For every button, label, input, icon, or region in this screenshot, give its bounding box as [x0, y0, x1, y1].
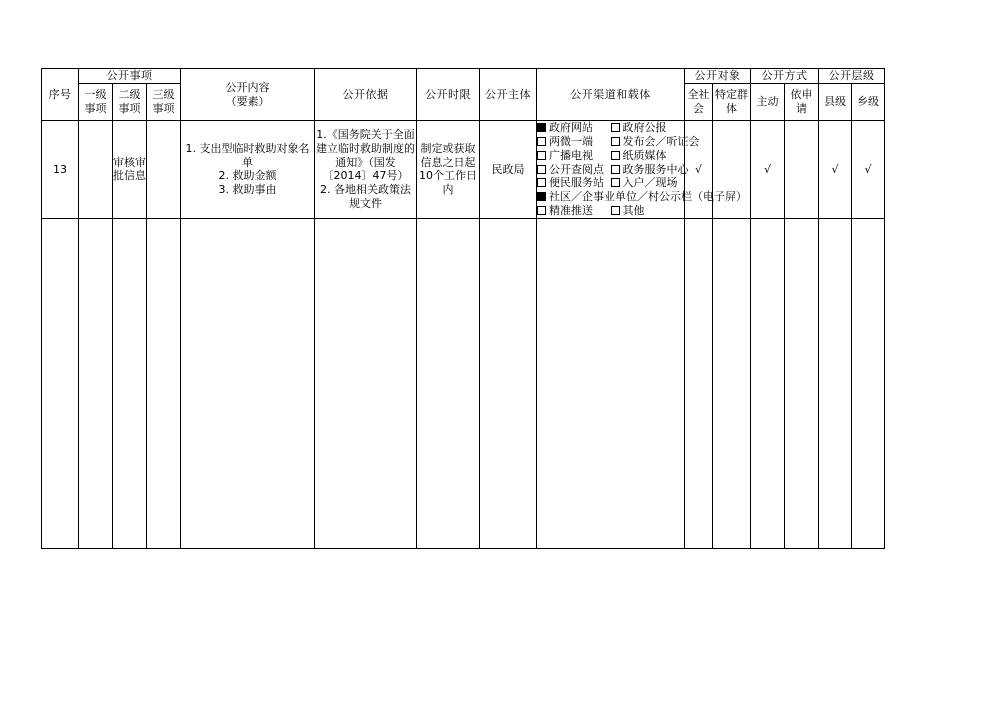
checkbox-icon[interactable] [537, 151, 546, 160]
header-way-active: 主动 [751, 83, 785, 121]
cell-seq: 13 [42, 121, 79, 218]
cell-way-request [785, 121, 819, 218]
content-line: 2. 救助金额 [218, 169, 277, 183]
channel-row [537, 204, 684, 218]
cell-basis [315, 121, 417, 218]
channel-option-broadcast-tv[interactable]: 广播电视 [537, 149, 611, 163]
channel-option-precise-push[interactable]: 精准推送 [537, 204, 611, 218]
checkbox-icon[interactable] [537, 165, 546, 174]
header-basis: 公开依据 [315, 69, 417, 121]
checkbox-icon[interactable] [611, 151, 620, 160]
channel-option-door-to-door[interactable]: 入户／现场 [611, 176, 685, 190]
cell-empty-level3 [147, 218, 181, 548]
header-seq: 序号 [42, 69, 79, 121]
header-matters-group: 公开事项 [79, 69, 181, 84]
checkbox-icon[interactable] [611, 137, 620, 146]
cell-empty-way-active [751, 218, 785, 548]
cell-empty-level1 [79, 218, 113, 548]
basis-line: 1.《国务院关于全面建立临时救助制度的通知》（国发〔2014〕47号） [316, 128, 416, 183]
checkbox-checked-icon[interactable] [537, 123, 546, 132]
content-line: 1. 支出型临时救助对象名单 [185, 141, 310, 169]
channel-option-government-website[interactable]: 政府网站 [537, 121, 611, 135]
header-object-all: 全社会 [685, 83, 713, 121]
header-object-specific: 特定群体 [713, 83, 751, 121]
header-level-county: 县级 [819, 83, 852, 121]
cell-channel [537, 121, 748, 218]
channel-row [537, 135, 700, 149]
cell-empty-way-request [785, 218, 819, 548]
header-subject: 公开主体 [480, 69, 537, 121]
channel-option-press-conference[interactable]: 发布会／听证会 [611, 135, 685, 149]
channel-option-community-bulletin[interactable]: 社区／企事业单位／村公示栏（电子屏） [537, 190, 684, 204]
header-object-group: 公开对象 [685, 69, 751, 84]
cell-empty-object-specific [713, 218, 751, 548]
cell-empty-channel [537, 218, 685, 548]
header-level3: 三级事项 [147, 83, 181, 121]
header-level-group: 公开层级 [819, 69, 885, 84]
checkbox-icon[interactable] [537, 178, 546, 187]
cell-content [181, 121, 315, 218]
channel-option-other[interactable]: 其他 [611, 204, 685, 218]
checkbox-icon[interactable] [537, 206, 546, 215]
header-channel: 公开渠道和载体 [537, 69, 685, 121]
cell-empty-seq [42, 218, 79, 548]
table-row [42, 121, 885, 218]
basis-line: 2. 各地相关政策法规文件 [320, 183, 412, 210]
cell-subject: 民政局 [480, 121, 537, 218]
cell-level2: 审核审批信息 [113, 121, 147, 218]
checkbox-icon[interactable] [611, 165, 620, 174]
checkbox-icon[interactable] [537, 137, 546, 146]
header-level-town: 乡级 [852, 83, 885, 121]
checkbox-checked-icon[interactable] [537, 192, 546, 201]
channel-option-convenience-station[interactable]: 便民服务站 [537, 176, 611, 190]
header-way-request: 依申请 [785, 83, 819, 121]
cell-empty-level-county [819, 218, 852, 548]
cell-level1 [79, 121, 113, 218]
cell-object-specific [713, 121, 751, 218]
channel-row [537, 162, 689, 177]
channel-option-government-service-center[interactable]: 政务服务中心 [611, 163, 685, 177]
channel-option-two-wechat-one-app[interactable]: 两微一端 [537, 135, 611, 149]
cell-empty-time-limit [417, 218, 480, 548]
cell-empty-level2 [113, 218, 147, 548]
cell-empty-level-town [852, 218, 885, 548]
header-time-limit: 公开时限 [417, 69, 480, 121]
content-line: 3. 救助事由 [218, 183, 277, 197]
cell-empty-object-all [685, 218, 713, 548]
header-level2: 二级事项 [113, 83, 147, 121]
cell-way-active: √ [751, 121, 785, 218]
table-row-empty [42, 218, 885, 548]
checkbox-icon[interactable] [611, 178, 620, 187]
channel-option-government-gazette[interactable]: 政府公报 [611, 121, 685, 135]
channel-row [537, 149, 684, 163]
cell-level-county: √ [819, 121, 852, 218]
header-content-line1: 公开内容 [225, 80, 270, 94]
header-way-group: 公开方式 [751, 69, 819, 84]
table-header-row-1 [42, 69, 885, 84]
cell-object-all: √ [685, 121, 713, 218]
channel-row [537, 176, 684, 190]
header-content [181, 69, 315, 121]
cell-level-town: √ [852, 121, 885, 218]
disclosure-table [41, 68, 885, 549]
checkbox-icon[interactable] [611, 123, 620, 132]
channel-option-public-reading-point[interactable]: 公开查阅点 [537, 163, 611, 177]
header-level1: 一级事项 [79, 83, 113, 121]
channel-row [537, 121, 684, 135]
cell-level3 [147, 121, 181, 218]
cell-time-limit: 制定或获取信息之日起10个工作日内 [417, 121, 480, 218]
checkbox-icon[interactable] [611, 206, 620, 215]
header-content-line2: （要素） [225, 94, 270, 108]
cell-empty-basis [315, 218, 417, 548]
channel-option-print-media[interactable]: 纸质媒体 [611, 149, 685, 163]
cell-empty-content [181, 218, 315, 548]
cell-empty-subject [480, 218, 537, 548]
